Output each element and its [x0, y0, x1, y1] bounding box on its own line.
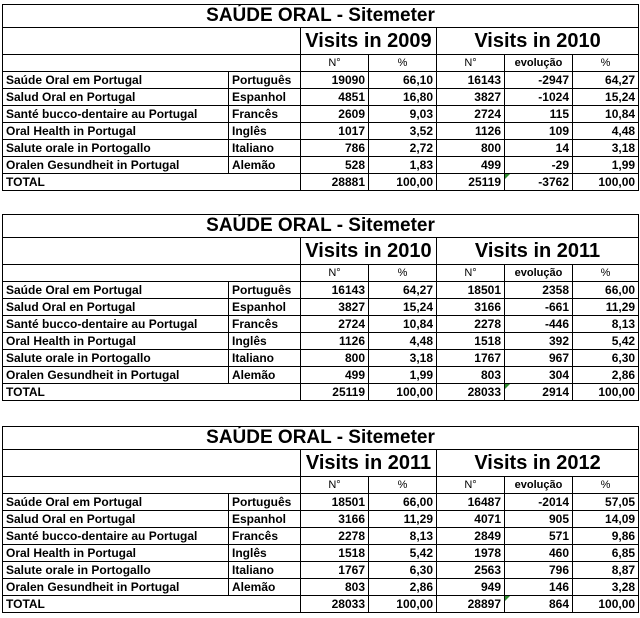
- language-cell: Francês: [229, 316, 301, 333]
- percent-a-cell: 11,29: [369, 511, 437, 528]
- col-header-pct-b: %: [573, 55, 639, 72]
- total-visits-b: 25119: [437, 174, 505, 191]
- blank-cell: [3, 28, 301, 55]
- col-header-pct-a: %: [369, 55, 437, 72]
- percent-a-cell: 2,72: [369, 140, 437, 157]
- language-cell: Italiano: [229, 562, 301, 579]
- language-cell: Alemão: [229, 157, 301, 174]
- percent-a-cell: 2,86: [369, 579, 437, 596]
- percent-a-cell: 6,30: [369, 562, 437, 579]
- site-name-cell: Salud Oral en Portugal: [3, 299, 229, 316]
- language-cell: Francês: [229, 528, 301, 545]
- subheader-row: [3, 55, 639, 72]
- total-label: TOTAL: [3, 596, 301, 613]
- title-row: [3, 427, 639, 450]
- site-name-cell: Oralen Gesundheit in Portugal: [3, 367, 229, 384]
- language-cell: Espanhol: [229, 89, 301, 106]
- table-row: [3, 123, 639, 140]
- evolution-cell: 304: [505, 367, 573, 384]
- visits-table: [2, 214, 639, 401]
- percent-b-cell: 15,24: [573, 89, 639, 106]
- visits-b-cell: 800: [437, 140, 505, 157]
- percent-a-cell: 64,27: [369, 282, 437, 299]
- percent-a-cell: 1,83: [369, 157, 437, 174]
- visits-a-cell: 4851: [301, 89, 369, 106]
- total-row: [3, 174, 639, 191]
- table-row: [3, 72, 639, 89]
- evolution-cell: 967: [505, 350, 573, 367]
- language-cell: Italiano: [229, 140, 301, 157]
- visits-year-a: Visits in 2009: [301, 28, 437, 55]
- evolution-cell: 115: [505, 106, 573, 123]
- language-cell: Inglês: [229, 123, 301, 140]
- col-header-n-b: N°: [437, 265, 505, 282]
- percent-b-cell: 57,05: [573, 494, 639, 511]
- percent-b-cell: 8,87: [573, 562, 639, 579]
- visits-header-row: [3, 450, 639, 477]
- visits-b-cell: 1518: [437, 333, 505, 350]
- percent-a-cell: 15,24: [369, 299, 437, 316]
- col-header-pct-b: %: [573, 265, 639, 282]
- total-evolution: -3762: [505, 174, 573, 191]
- evolution-cell: 146: [505, 579, 573, 596]
- table-row: [3, 140, 639, 157]
- visits-b-cell: 18501: [437, 282, 505, 299]
- percent-a-cell: 8,13: [369, 528, 437, 545]
- visits-b-cell: 2278: [437, 316, 505, 333]
- language-cell: Inglês: [229, 333, 301, 350]
- visits-a-cell: 18501: [301, 494, 369, 511]
- blank-cell: [3, 450, 301, 477]
- total-row: [3, 596, 639, 613]
- blank-cell: [3, 265, 301, 282]
- percent-a-cell: 9,03: [369, 106, 437, 123]
- language-cell: Espanhol: [229, 511, 301, 528]
- evolution-cell: -2947: [505, 72, 573, 89]
- percent-b-cell: 11,29: [573, 299, 639, 316]
- percent-a-cell: 66,00: [369, 494, 437, 511]
- table-row: [3, 528, 639, 545]
- visits-a-cell: 1017: [301, 123, 369, 140]
- evolution-cell: -29: [505, 157, 573, 174]
- visits-year-a: Visits in 2011: [301, 450, 437, 477]
- total-visits-a: 25119: [301, 384, 369, 401]
- evolution-cell: 796: [505, 562, 573, 579]
- total-percent-a: 100,00: [369, 596, 437, 613]
- visits-b-cell: 16143: [437, 72, 505, 89]
- col-header-pct-a: %: [369, 477, 437, 494]
- percent-b-cell: 3,28: [573, 579, 639, 596]
- site-name-cell: Saúde Oral em Portugal: [3, 494, 229, 511]
- visits-b-cell: 2563: [437, 562, 505, 579]
- language-cell: Inglês: [229, 545, 301, 562]
- visits-a-cell: 800: [301, 350, 369, 367]
- subheader-row: [3, 265, 639, 282]
- visits-year-b: Visits in 2011: [437, 238, 639, 265]
- total-percent-a: 100,00: [369, 174, 437, 191]
- visits-a-cell: 19090: [301, 72, 369, 89]
- visits-b-cell: 3827: [437, 89, 505, 106]
- evolution-cell: 392: [505, 333, 573, 350]
- visits-a-cell: 1767: [301, 562, 369, 579]
- percent-b-cell: 66,00: [573, 282, 639, 299]
- visits-a-cell: 2278: [301, 528, 369, 545]
- table-row: [3, 89, 639, 106]
- table-title: SAÚDE ORAL - Sitemeter: [3, 215, 639, 238]
- evolution-cell: 460: [505, 545, 573, 562]
- language-cell: Alemão: [229, 367, 301, 384]
- total-evolution: 2914: [505, 384, 573, 401]
- table-row: [3, 299, 639, 316]
- visits-a-cell: 3166: [301, 511, 369, 528]
- table-title: SAÚDE ORAL - Sitemeter: [3, 5, 639, 28]
- site-name-cell: Salud Oral en Portugal: [3, 89, 229, 106]
- total-visits-b: 28897: [437, 596, 505, 613]
- percent-a-cell: 5,42: [369, 545, 437, 562]
- visits-b-cell: 949: [437, 579, 505, 596]
- visits-a-cell: 528: [301, 157, 369, 174]
- title-row: [3, 5, 639, 28]
- visits-a-cell: 1126: [301, 333, 369, 350]
- visits-year-b: Visits in 2012: [437, 450, 639, 477]
- visits-header-row: [3, 28, 639, 55]
- visits-a-cell: 786: [301, 140, 369, 157]
- site-name-cell: Salute orale in Portogallo: [3, 140, 229, 157]
- language-cell: Italiano: [229, 350, 301, 367]
- language-cell: Espanhol: [229, 299, 301, 316]
- total-percent-b: 100,00: [573, 174, 639, 191]
- percent-b-cell: 64,27: [573, 72, 639, 89]
- percent-a-cell: 66,10: [369, 72, 437, 89]
- site-name-cell: Oralen Gesundheit in Portugal: [3, 579, 229, 596]
- percent-b-cell: 6,85: [573, 545, 639, 562]
- language-cell: Português: [229, 282, 301, 299]
- table-row: [3, 157, 639, 174]
- percent-b-cell: 10,84: [573, 106, 639, 123]
- visits-b-cell: 1978: [437, 545, 505, 562]
- visits-header-row: [3, 238, 639, 265]
- visits-a-cell: 3827: [301, 299, 369, 316]
- total-visits-a: 28881: [301, 174, 369, 191]
- visits-b-cell: 16487: [437, 494, 505, 511]
- col-header-pct-b: %: [573, 477, 639, 494]
- language-cell: Francês: [229, 106, 301, 123]
- visits-table: [2, 4, 639, 191]
- col-header-evolution: evolução: [505, 477, 573, 494]
- table-row: [3, 511, 639, 528]
- table-row: [3, 367, 639, 384]
- visits-a-cell: 1518: [301, 545, 369, 562]
- table-row: [3, 494, 639, 511]
- language-cell: Português: [229, 72, 301, 89]
- site-name-cell: Oral Health in Portugal: [3, 123, 229, 140]
- percent-a-cell: 10,84: [369, 316, 437, 333]
- total-label: TOTAL: [3, 384, 301, 401]
- visits-year-b: Visits in 2010: [437, 28, 639, 55]
- total-visits-a: 28033: [301, 596, 369, 613]
- table-row: [3, 333, 639, 350]
- site-name-cell: Oral Health in Portugal: [3, 333, 229, 350]
- table-row: [3, 316, 639, 333]
- percent-b-cell: 14,09: [573, 511, 639, 528]
- site-name-cell: Santé bucco-dentaire au Portugal: [3, 106, 229, 123]
- percent-a-cell: 3,18: [369, 350, 437, 367]
- total-row: [3, 384, 639, 401]
- percent-a-cell: 3,52: [369, 123, 437, 140]
- visits-b-cell: 4071: [437, 511, 505, 528]
- table-row: [3, 579, 639, 596]
- col-header-n-a: N°: [301, 265, 369, 282]
- visits-b-cell: 2849: [437, 528, 505, 545]
- visits-b-cell: 2724: [437, 106, 505, 123]
- evolution-cell: -1024: [505, 89, 573, 106]
- subheader-row: [3, 477, 639, 494]
- percent-a-cell: 4,48: [369, 333, 437, 350]
- site-name-cell: Salute orale in Portogallo: [3, 562, 229, 579]
- percent-b-cell: 1,99: [573, 157, 639, 174]
- total-percent-b: 100,00: [573, 384, 639, 401]
- total-percent-b: 100,00: [573, 596, 639, 613]
- site-name-cell: Saúde Oral em Portugal: [3, 72, 229, 89]
- col-header-n-b: N°: [437, 55, 505, 72]
- blank-cell: [3, 55, 301, 72]
- col-header-n-b: N°: [437, 477, 505, 494]
- visits-b-cell: 3166: [437, 299, 505, 316]
- blank-cell: [3, 238, 301, 265]
- percent-b-cell: 4,48: [573, 123, 639, 140]
- visits-b-cell: 1126: [437, 123, 505, 140]
- evolution-cell: 14: [505, 140, 573, 157]
- evolution-cell: -2014: [505, 494, 573, 511]
- percent-b-cell: 8,13: [573, 316, 639, 333]
- visits-year-a: Visits in 2010: [301, 238, 437, 265]
- visits-table: [2, 426, 639, 613]
- table-title: SAÚDE ORAL - Sitemeter: [3, 427, 639, 450]
- visits-a-cell: 2609: [301, 106, 369, 123]
- site-name-cell: Saúde Oral em Portugal: [3, 282, 229, 299]
- site-name-cell: Salute orale in Portogallo: [3, 350, 229, 367]
- total-percent-a: 100,00: [369, 384, 437, 401]
- site-name-cell: Oral Health in Portugal: [3, 545, 229, 562]
- blank-cell: [3, 477, 301, 494]
- table-row: [3, 282, 639, 299]
- percent-a-cell: 1,99: [369, 367, 437, 384]
- col-header-pct-a: %: [369, 265, 437, 282]
- evolution-cell: 571: [505, 528, 573, 545]
- table-row: [3, 562, 639, 579]
- percent-a-cell: 16,80: [369, 89, 437, 106]
- evolution-cell: 2358: [505, 282, 573, 299]
- col-header-n-a: N°: [301, 55, 369, 72]
- percent-b-cell: 5,42: [573, 333, 639, 350]
- evolution-cell: 109: [505, 123, 573, 140]
- site-name-cell: Salud Oral en Portugal: [3, 511, 229, 528]
- language-cell: Alemão: [229, 579, 301, 596]
- visits-b-cell: 803: [437, 367, 505, 384]
- title-row: [3, 215, 639, 238]
- percent-b-cell: 9,86: [573, 528, 639, 545]
- col-header-n-a: N°: [301, 477, 369, 494]
- percent-b-cell: 3,18: [573, 140, 639, 157]
- evolution-cell: -446: [505, 316, 573, 333]
- visits-a-cell: 2724: [301, 316, 369, 333]
- table-row: [3, 545, 639, 562]
- total-visits-b: 28033: [437, 384, 505, 401]
- language-cell: Português: [229, 494, 301, 511]
- visits-b-cell: 1767: [437, 350, 505, 367]
- total-label: TOTAL: [3, 174, 301, 191]
- col-header-evolution: evolução: [505, 265, 573, 282]
- visits-a-cell: 499: [301, 367, 369, 384]
- col-header-evolution: evolução: [505, 55, 573, 72]
- evolution-cell: 905: [505, 511, 573, 528]
- percent-b-cell: 6,30: [573, 350, 639, 367]
- site-name-cell: Santé bucco-dentaire au Portugal: [3, 316, 229, 333]
- visits-a-cell: 803: [301, 579, 369, 596]
- percent-b-cell: 2,86: [573, 367, 639, 384]
- table-row: [3, 350, 639, 367]
- visits-a-cell: 16143: [301, 282, 369, 299]
- evolution-cell: -661: [505, 299, 573, 316]
- site-name-cell: Oralen Gesundheit in Portugal: [3, 157, 229, 174]
- table-row: [3, 106, 639, 123]
- site-name-cell: Santé bucco-dentaire au Portugal: [3, 528, 229, 545]
- total-evolution: 864: [505, 596, 573, 613]
- visits-b-cell: 499: [437, 157, 505, 174]
